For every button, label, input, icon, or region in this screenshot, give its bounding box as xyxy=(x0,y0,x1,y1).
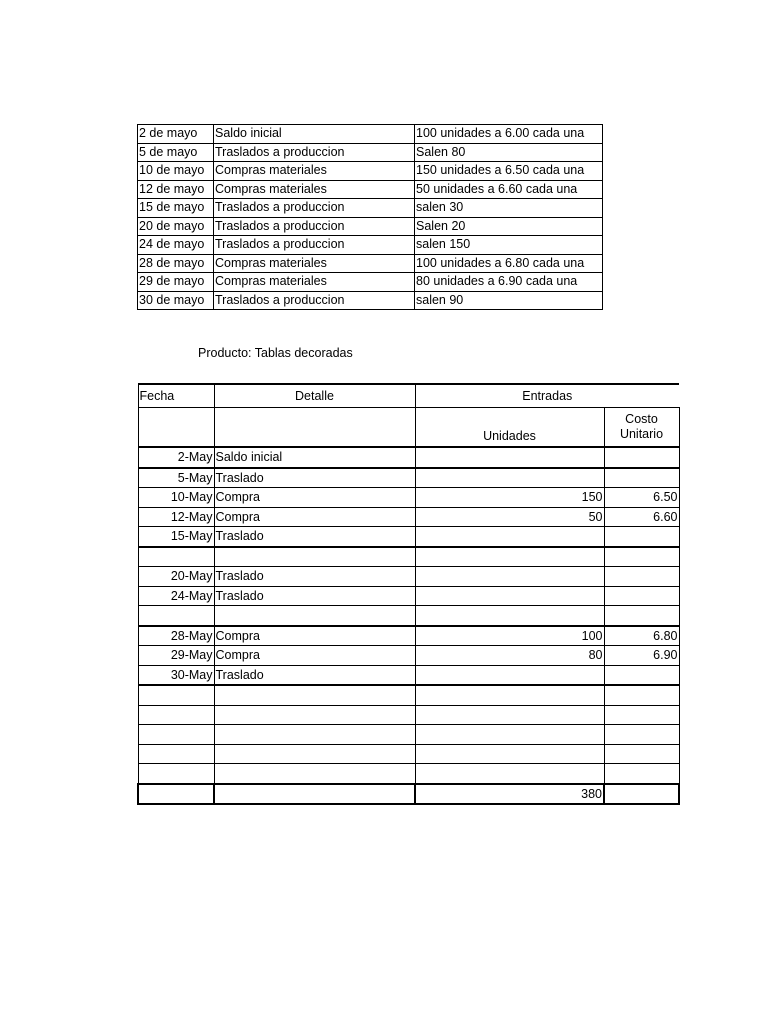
ledger-row xyxy=(138,764,679,784)
transaction-description: Traslados a produccion xyxy=(214,143,415,162)
ledger-row xyxy=(138,685,679,705)
ledger-detalle: Traslado xyxy=(214,468,415,488)
ledger-costo: 6.80 xyxy=(604,626,679,646)
ledger-unidades xyxy=(415,586,604,606)
ledger-unidades: 50 xyxy=(415,507,604,527)
transaction-description: Compras materiales xyxy=(214,180,415,199)
ledger-costo xyxy=(604,665,679,685)
ledger-costo: 6.60 xyxy=(604,507,679,527)
ledger-costo xyxy=(604,527,679,547)
ledger-row xyxy=(138,547,679,567)
ledger-unidades xyxy=(415,705,604,725)
transaction-detail: 50 unidades a 6.60 cada una xyxy=(415,180,603,199)
ledger-fecha: 24-May xyxy=(138,586,214,606)
ledger-detalle: Compra xyxy=(214,488,415,508)
transaction-date: 12 de mayo xyxy=(138,180,214,199)
transaction-date: 5 de mayo xyxy=(138,143,214,162)
transaction-description: Traslados a produccion xyxy=(214,199,415,218)
ledger-detalle: Traslado xyxy=(214,586,415,606)
ledger-fecha: 12-May xyxy=(138,507,214,527)
ledger-unidades xyxy=(415,764,604,784)
ledger-fecha xyxy=(138,725,214,745)
transactions-table xyxy=(137,124,603,310)
ledger-row xyxy=(138,527,679,547)
ledger-fecha xyxy=(138,764,214,784)
product-label: Producto: Tablas decoradas xyxy=(198,346,353,360)
ledger-row xyxy=(138,646,679,666)
ledger-fecha: 20-May xyxy=(138,567,214,587)
ledger-row xyxy=(138,626,679,646)
ledger-detalle xyxy=(214,764,415,784)
ledger-row xyxy=(138,447,679,468)
ledger-detalle: Saldo inicial xyxy=(214,447,415,468)
empty-cell xyxy=(214,784,415,805)
transaction-date: 24 de mayo xyxy=(138,236,214,255)
ledger-fecha xyxy=(138,547,214,567)
ledger-row xyxy=(138,567,679,587)
ledger-row xyxy=(138,468,679,488)
ledger-unidades xyxy=(415,725,604,745)
ledger-costo: 6.90 xyxy=(604,646,679,666)
ledger-fecha xyxy=(138,685,214,705)
ledger-row xyxy=(138,507,679,527)
empty-cell xyxy=(138,784,214,805)
transaction-row xyxy=(138,273,603,292)
ledger-unidades xyxy=(415,744,604,764)
header-detalle: Detalle xyxy=(214,384,415,408)
transaction-row xyxy=(138,291,603,310)
empty-cell xyxy=(214,408,415,448)
transaction-date: 20 de mayo xyxy=(138,217,214,236)
ledger-unidades xyxy=(415,685,604,705)
transaction-detail: Salen 20 xyxy=(415,217,603,236)
ledger-subheader-row xyxy=(138,408,679,448)
transaction-detail: salen 30 xyxy=(415,199,603,218)
ledger-fecha xyxy=(138,606,214,626)
ledger-costo xyxy=(604,447,679,468)
ledger-row xyxy=(138,606,679,626)
ledger-detalle: Compra xyxy=(214,646,415,666)
ledger-detalle: Traslado xyxy=(214,665,415,685)
ledger-unidades: 150 xyxy=(415,488,604,508)
transaction-detail: salen 90 xyxy=(415,291,603,310)
transaction-row xyxy=(138,217,603,236)
transaction-detail: 100 unidades a 6.80 cada una xyxy=(415,254,603,273)
ledger-costo xyxy=(604,606,679,626)
transaction-row xyxy=(138,162,603,181)
ledger-row xyxy=(138,725,679,745)
ledger-row xyxy=(138,488,679,508)
transaction-row xyxy=(138,236,603,255)
transaction-date: 10 de mayo xyxy=(138,162,214,181)
transaction-row xyxy=(138,125,603,144)
transaction-date: 28 de mayo xyxy=(138,254,214,273)
ledger-detalle xyxy=(214,547,415,567)
ledger-detalle: Traslado xyxy=(214,527,415,547)
ledger-detalle: Compra xyxy=(214,626,415,646)
ledger-costo xyxy=(604,547,679,567)
ledger-costo xyxy=(604,567,679,587)
transaction-description: Saldo inicial xyxy=(214,125,415,144)
ledger-unidades xyxy=(415,606,604,626)
ledger-fecha: 28-May xyxy=(138,626,214,646)
ledger-detalle: Traslado xyxy=(214,567,415,587)
ledger-row xyxy=(138,586,679,606)
empty-cell xyxy=(138,408,214,448)
transaction-detail: 100 unidades a 6.00 cada una xyxy=(415,125,603,144)
inventory-ledger xyxy=(137,383,680,805)
ledger-detalle xyxy=(214,725,415,745)
transaction-row xyxy=(138,254,603,273)
transaction-description: Traslados a produccion xyxy=(214,217,415,236)
ledger-fecha: 29-May xyxy=(138,646,214,666)
ledger-costo xyxy=(604,764,679,784)
ledger-fecha xyxy=(138,744,214,764)
transaction-date: 15 de mayo xyxy=(138,199,214,218)
transaction-description: Traslados a produccion xyxy=(214,291,415,310)
transaction-detail: 80 unidades a 6.90 cada una xyxy=(415,273,603,292)
transaction-date: 29 de mayo xyxy=(138,273,214,292)
ledger-fecha: 2-May xyxy=(138,447,214,468)
transaction-row xyxy=(138,180,603,199)
ledger-detalle xyxy=(214,685,415,705)
ledger-unidades: 80 xyxy=(415,646,604,666)
header-fecha: Fecha xyxy=(138,384,214,408)
transaction-description: Traslados a produccion xyxy=(214,236,415,255)
header-unidades: Unidades xyxy=(415,408,604,448)
transaction-detail: 150 unidades a 6.50 cada una xyxy=(415,162,603,181)
transaction-detail: salen 150 xyxy=(415,236,603,255)
ledger-costo xyxy=(604,468,679,488)
ledger-unidades xyxy=(415,447,604,468)
header-entradas: Entradas xyxy=(415,384,679,408)
ledger-detalle xyxy=(214,744,415,764)
ledger-costo xyxy=(604,744,679,764)
ledger-unidades xyxy=(415,547,604,567)
ledger-total-row xyxy=(138,784,679,805)
ledger-fecha: 5-May xyxy=(138,468,214,488)
ledger-fecha: 10-May xyxy=(138,488,214,508)
total-unidades: 380 xyxy=(415,784,604,805)
empty-cell xyxy=(604,784,679,805)
ledger-unidades xyxy=(415,665,604,685)
ledger-unidades xyxy=(415,468,604,488)
transaction-description: Compras materiales xyxy=(214,162,415,181)
ledger-unidades xyxy=(415,527,604,547)
ledger-detalle: Compra xyxy=(214,507,415,527)
ledger-costo xyxy=(604,586,679,606)
ledger-costo xyxy=(604,685,679,705)
transaction-row xyxy=(138,143,603,162)
ledger-costo: 6.50 xyxy=(604,488,679,508)
ledger-fecha: 30-May xyxy=(138,665,214,685)
transaction-detail: Salen 80 xyxy=(415,143,603,162)
header-costo-unitario: Costo Unitario xyxy=(604,408,679,448)
transaction-row xyxy=(138,199,603,218)
ledger-row xyxy=(138,665,679,685)
ledger-detalle xyxy=(214,705,415,725)
ledger-fecha: 15-May xyxy=(138,527,214,547)
ledger-row xyxy=(138,705,679,725)
ledger-costo xyxy=(604,705,679,725)
transaction-date: 30 de mayo xyxy=(138,291,214,310)
ledger-unidades xyxy=(415,567,604,587)
transaction-description: Compras materiales xyxy=(214,273,415,292)
ledger-unidades: 100 xyxy=(415,626,604,646)
transaction-date: 2 de mayo xyxy=(138,125,214,144)
ledger-header-row xyxy=(138,384,679,408)
ledger-row xyxy=(138,744,679,764)
ledger-fecha xyxy=(138,705,214,725)
transaction-description: Compras materiales xyxy=(214,254,415,273)
ledger-detalle xyxy=(214,606,415,626)
ledger-costo xyxy=(604,725,679,745)
